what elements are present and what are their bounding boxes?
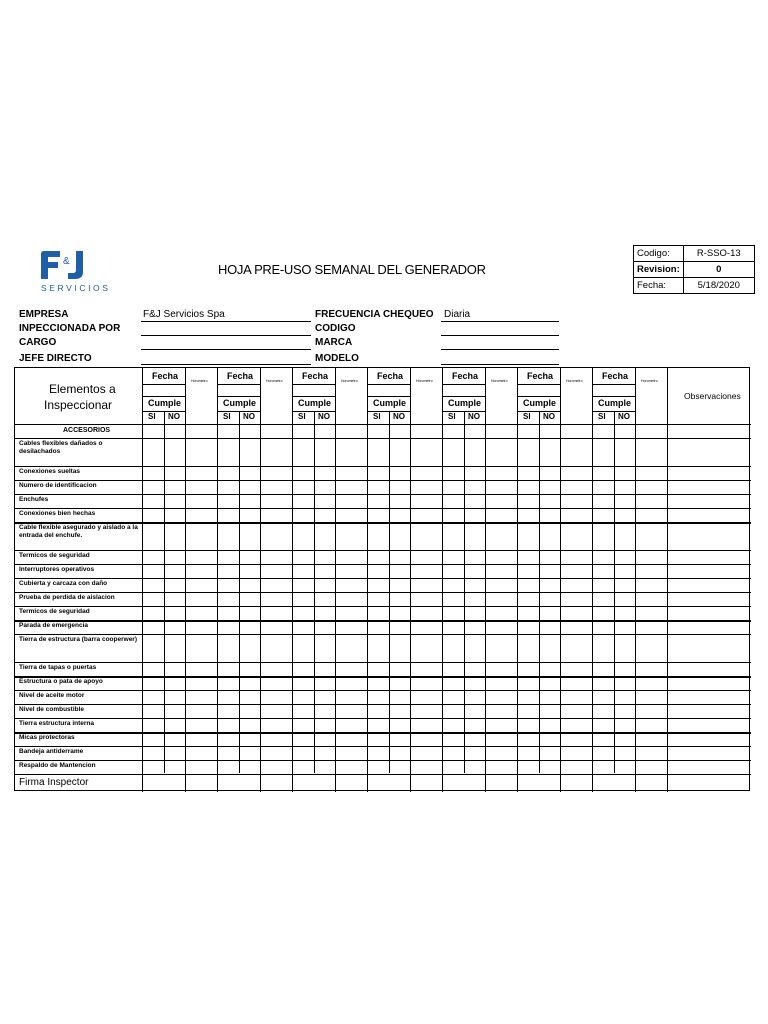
no-header: NO [393,412,405,421]
row-line [15,508,751,509]
horometro-divider [335,368,336,792]
fecha-header: Fecha [602,371,629,381]
row-line [15,718,751,719]
cumple-topline [142,396,185,397]
cumple-header: Cumple [523,398,557,408]
day-group-divider [367,368,368,792]
cumple-topline [592,396,635,397]
row-line [15,760,751,761]
document-meta-table [633,245,755,294]
row-line [15,606,751,607]
inspection-item-label: Enchufes [19,496,49,503]
si-header: SI [448,412,456,421]
fecha-header: Fecha [227,371,254,381]
si-header: SI [598,412,606,421]
inspection-item-label: Cables flexibles dañados o desilachados [19,440,103,455]
inspection-item-label: Parada de emergencia [19,622,89,629]
fecha-header: Fecha [152,371,179,381]
cumple-header: Cumple [298,398,332,408]
inspection-item-label: Cable flexible asegurado y aislado a la entrada del enchufe. [19,524,138,539]
si-header: SI [523,412,531,421]
inspection-item-label: Numero de identificacion [19,482,97,489]
fecha-underline [517,384,560,385]
cumple-header: Cumple [148,398,182,408]
inspection-item-label: Respaldo de Mantencion [19,762,96,769]
inspection-item-label: Termicos de seguridad [19,608,90,615]
meta-value-codigo: R-SSO-13 [683,246,754,262]
inspection-item-label: Interruptores operativos [19,566,95,573]
row-line [15,564,751,565]
row-line [15,578,751,579]
no-header: NO [318,412,330,421]
cumple-topline [292,396,335,397]
inspection-item-label: Tierra de tapas o puertas [19,664,97,671]
inspection-item-label: Prueba de perdida de aislacion [19,594,115,601]
modelo-label: MODELO [315,353,359,364]
cumple-header: Cumple [373,398,407,408]
si-header: SI [148,412,156,421]
inspection-item-label: Conexiones sueltas [19,468,81,475]
day-group-divider [442,368,443,792]
horometro-header: Horometro [641,379,658,383]
horometro-divider [485,368,486,792]
horometro-header: Horometro [266,379,283,383]
no-header: NO [543,412,555,421]
si-header: SI [298,412,306,421]
header-bottom-line [15,424,751,425]
day-group-divider [517,368,518,792]
fecha-underline [367,384,410,385]
frecuencia-label: FRECUENCIA CHEQUEO [315,309,434,320]
cumple-topline [217,396,260,397]
frecuencia-value[interactable]: Diaria [444,309,471,320]
horometro-header: Horometro [491,379,508,383]
day-group-divider [217,368,218,792]
row-line [15,704,751,705]
logo-f-shape [41,251,60,279]
horometro-divider [635,368,636,792]
meta-key-codigo: Codigo: [634,246,684,262]
horometro-divider [410,368,411,792]
cumple-header: Cumple [598,398,632,408]
observaciones-header: Observaciones [684,391,741,401]
inspection-item-label: Micas protectoras [19,734,75,741]
inspeccionada-label: INPECCIONADA POR [19,323,121,334]
no-header: NO [243,412,255,421]
row-line [15,438,751,439]
horometro-divider [260,368,261,792]
document-title: HOJA PRE-USO SEMANAL DEL GENERADOR [218,262,486,277]
logo-j-shape [68,251,83,279]
fecha-header: Fecha [452,371,479,381]
inspection-item-label: Cubierta y carcaza con daño [19,580,108,587]
cumple-header: Cumple [448,398,482,408]
day-group-divider [667,368,668,792]
fecha-underline [292,384,335,385]
meta-value-revision: 0 [683,262,754,278]
row-line [15,690,751,691]
fecha-header: Fecha [302,371,329,381]
inspection-item-label: Nivel de aceite motor [19,692,85,699]
horometro-header: Horometro [566,379,583,383]
row-line [15,634,751,635]
fecha-underline [592,384,635,385]
no-header: NO [468,412,480,421]
fecha-underline [142,384,185,385]
inspection-item-label: Conexiones bien hechas [19,510,96,517]
section-accesorios: ACCESORIOS [63,427,111,434]
firma-inspector-label: Firma Inspector [19,777,89,788]
no-header: NO [168,412,180,421]
row-line [15,480,751,481]
cumple-topline [442,396,485,397]
logo-subtitle: SERVICIOS [41,283,111,293]
cumple-topline [517,396,560,397]
row-line [15,774,751,775]
empresa-value[interactable]: F&J Servicios Spa [143,309,225,320]
fecha-underline [442,384,485,385]
horometro-header: Horometro [341,379,358,383]
fecha-underline [217,384,260,385]
elements-header-line2: Inspeccionar [44,398,113,412]
cargo-label: CARGO [19,337,57,348]
elements-column-divider [142,368,143,792]
row-line [15,466,751,467]
inspection-item-label: Tierra estructura interna [19,720,95,727]
elements-header-line1: Elementos a [49,382,116,396]
no-header: NO [618,412,630,421]
inspection-item-label: Tierra de estructura (barra cooperwer) [19,636,138,643]
marca-label: MARCA [315,337,353,348]
logo-ampersand: & [63,256,70,267]
meta-value-fecha: 5/18/2020 [683,278,754,294]
horometro-header: Horometro [191,379,208,383]
si-header: SI [373,412,381,421]
horometro-divider [560,368,561,792]
fecha-header: Fecha [377,371,404,381]
horometro-divider [185,368,186,792]
meta-key-fecha: Fecha: [634,278,684,294]
cumple-header: Cumple [223,398,257,408]
codigo-label: CODIGO [315,323,356,334]
jefe-directo-label: JEFE DIRECTO [19,353,92,364]
inspection-item-label: Estructura o pata de apoyo [19,678,103,685]
horometro-header: Horometro [416,379,433,383]
row-line [15,592,751,593]
row-line [15,746,751,747]
inspection-item-label: Bandeja antiderrame [19,748,84,755]
inspection-item-label: Nivel de combustible [19,706,85,713]
empresa-label: EMPRESA [19,309,69,320]
day-group-divider [592,368,593,792]
meta-key-revision: Revision: [634,262,684,278]
day-group-divider [292,368,293,792]
cumple-topline [367,396,410,397]
row-line [15,662,751,663]
si-header: SI [223,412,231,421]
inspection-item-label: Termicos de seguridad [19,552,90,559]
row-line [15,494,751,495]
row-line [15,550,751,551]
fecha-header: Fecha [527,371,554,381]
